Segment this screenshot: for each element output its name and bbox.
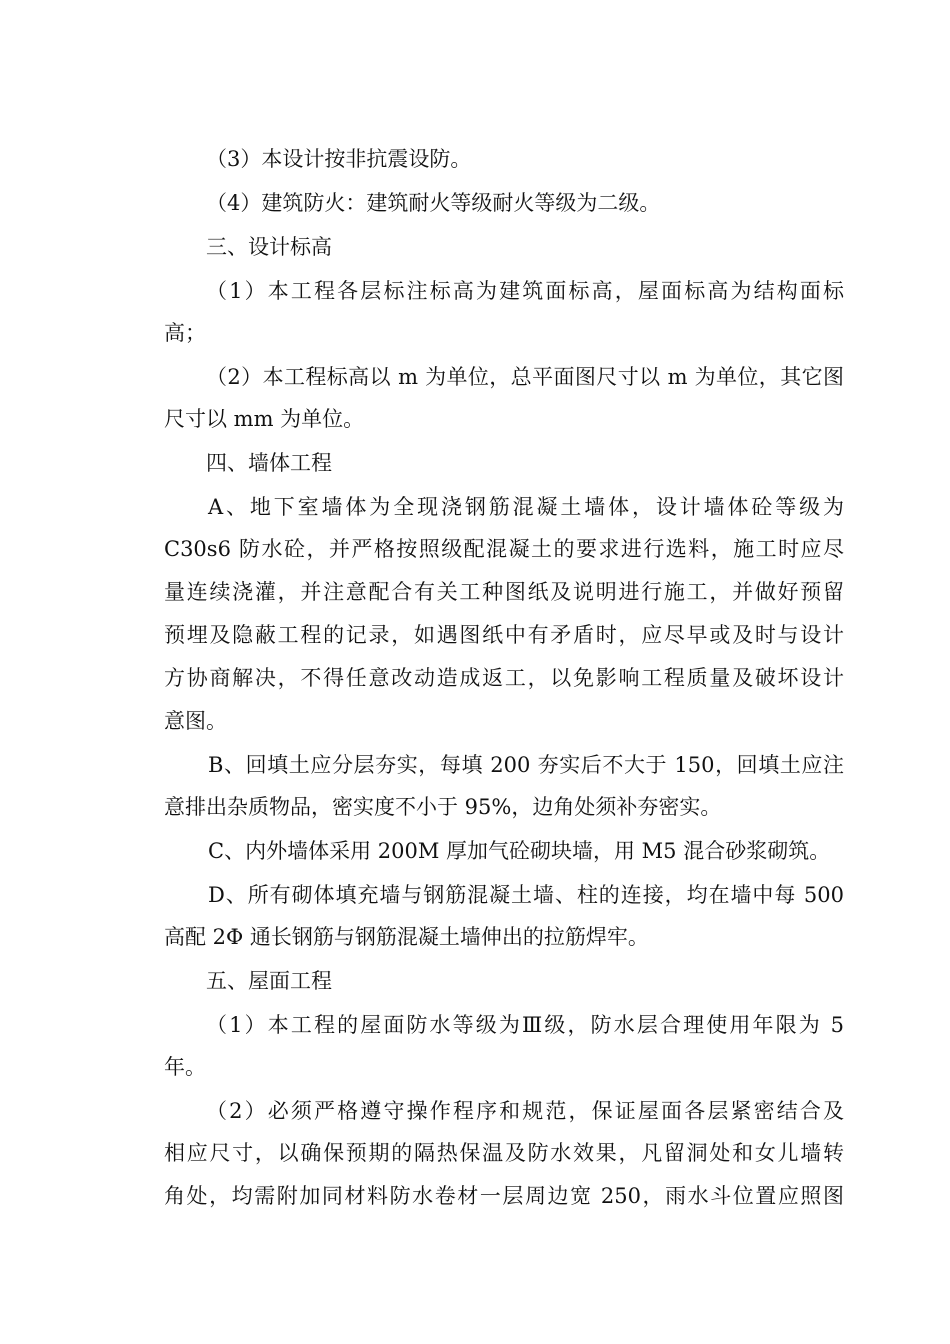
paragraph-roof-2-line1: （2）必须严格遵守操作程序和规范，保证屋面各层紧密结合及 — [206, 1099, 844, 1123]
paragraph-wall-d-line1: D、所有砌体填充墙与钢筋混凝土墙、柱的连接，均在墙中每 500 — [208, 883, 844, 907]
paragraph-elevation-2-line2: 尺寸以 mm 为单位。 — [164, 407, 365, 431]
paragraph-seismic-line: （3）本设计按非抗震设防。 — [206, 147, 472, 171]
paragraph-roof-2-line3: 角处，均需附加同材料防水卷材一层周边宽 250，雨水斗位置应照图 — [164, 1184, 844, 1208]
paragraph-wall-a-line4: 预埋及隐蔽工程的记录，如遇图纸中有矛盾时，应尽早或及时与设计 — [164, 623, 844, 647]
section-heading-wall: 四、墙体工程 — [206, 451, 332, 475]
paragraph-fire-line: （4）建筑防火：建筑耐火等级耐火等级为二级。 — [206, 191, 661, 215]
paragraph-elevation-1-line2: 高； — [164, 321, 206, 345]
paragraph-wall-a-line5: 方协商解决，不得任意改动造成返工，以免影响工程质量及破坏设计 — [164, 666, 844, 690]
section-heading-roof: 五、屋面工程 — [206, 969, 332, 993]
paragraph-elevation-2-line1: （2）本工程标高以 m 为单位，总平面图尺寸以 m 为单位，其它图 — [206, 365, 844, 389]
paragraph-wall-c-line1: C、内外墙体采用 200M 厚加气砼砌块墙，用 M5 混合砂浆砌筑。 — [208, 839, 831, 863]
paragraph-wall-b-line2: 意排出杂质物品，密实度不小于 95%，边角处须补夯密实。 — [164, 795, 722, 819]
paragraph-wall-a-line3: 量连续浇灌，并注意配合有关工种图纸及说明进行施工，并做好预留 — [164, 580, 844, 604]
section-heading-elevation: 三、设计标高 — [206, 235, 332, 259]
paragraph-wall-a-line1: A、地下室墙体为全现浇钢筋混凝土墙体，设计墙体砼等级为 — [208, 495, 844, 519]
paragraph-roof-2-line2: 相应尺寸，以确保预期的隔热保温及防水效果，凡留洞处和女儿墙转 — [164, 1141, 844, 1165]
paragraph-elevation-1-line1: （1）本工程各层标注标高为建筑面标高，屋面标高为结构面标 — [206, 279, 844, 303]
paragraph-wall-a-line2: C30s6 防水砼，并严格按照级配混凝土的要求进行选料，施工时应尽 — [164, 537, 844, 561]
paragraph-roof-1-line2: 年。 — [164, 1055, 206, 1079]
paragraph-wall-d-line2: 高配 2Φ 通长钢筋与钢筋混凝土墙伸出的拉筋焊牢。 — [164, 925, 649, 949]
paragraph-wall-b-line1: B、回填土应分层夯实，每填 200 夯实后不大于 150，回填土应注 — [208, 753, 844, 777]
paragraph-wall-a-line6: 意图。 — [164, 709, 227, 733]
paragraph-roof-1-line1: （1）本工程的屋面防水等级为Ⅲ级，防水层合理使用年限为 5 — [206, 1013, 844, 1037]
